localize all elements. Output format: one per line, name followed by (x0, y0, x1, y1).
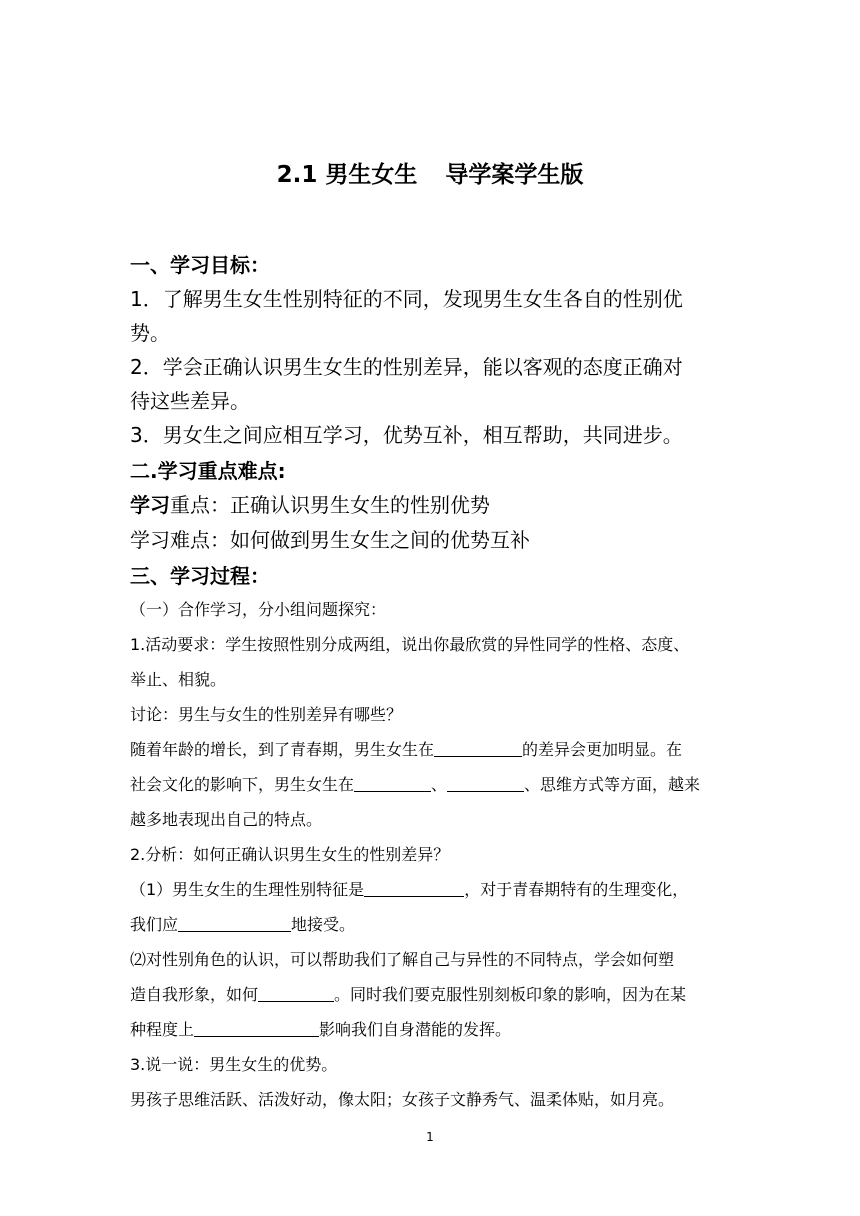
fill-blank[interactable] (354, 775, 431, 792)
question-text: 我们应 (130, 915, 179, 934)
objective-2-line-2: 待这些差异。 (130, 389, 250, 413)
paragraph-text: 、 (431, 775, 448, 794)
question-1-line-1 (130, 877, 688, 900)
objective-1-line-2: 势。 (130, 321, 170, 345)
paragraph-text: 社会文化的影响下，男生女生在 (130, 775, 355, 794)
question-2-line-3 (130, 1017, 511, 1040)
section1-heading: 一、学习目标： (130, 253, 270, 277)
difficulty-point: 学习难点：如何做到男生女生之间的优势互补 (130, 528, 530, 552)
key-point (130, 489, 490, 518)
question-text: 种程度上 (130, 1020, 195, 1039)
fill-blank[interactable] (364, 880, 464, 897)
paragraph-line-2 (130, 772, 700, 795)
objective-2-line-1: 2．学会正确认识男生女生的性别差异，能以客观的态度正确对 (130, 355, 683, 379)
question-text: 影响我们自身潜能的发挥。 (319, 1020, 512, 1039)
paragraph-text: 、思维方式等方面，越来 (524, 775, 701, 794)
say-heading: 3.说一说：男生女生的优势。 (130, 1055, 338, 1074)
section2-heading: 二.学习重点难点: (130, 459, 286, 483)
question-text: ，对于青春期特有的生理变化， (464, 880, 689, 899)
fill-blank[interactable] (258, 985, 334, 1002)
activity-line-2: 举止、相貌。 (130, 670, 227, 689)
paragraph-line-1 (130, 737, 682, 760)
discussion-prompt: 讨论：男生与女生的性别差异有哪些？ (130, 705, 403, 724)
title-part-2: 导学案学生版 (445, 162, 584, 188)
page-number: 1 (426, 1130, 434, 1144)
subsection-1: （一）合作学习，分小组问题探究： (130, 600, 387, 619)
say-line: 男孩子思维活跃、活泼好动，像太阳；女孩子文静秀气、温柔体贴，如月亮。 (130, 1090, 675, 1109)
title-part-1: 2.1 男生女生 (276, 162, 418, 188)
fill-blank[interactable] (194, 1020, 319, 1037)
activity-line-1: 1.活动要求：学生按照性别分成两组，说出你最欣赏的异性同学的性格、态度、 (130, 635, 690, 654)
question-text: 地接受。 (291, 915, 356, 934)
document-title (0, 156, 860, 189)
question-text: 造自我形象，如何 (130, 985, 259, 1004)
key-point-text: 重点：正确认识男生女生的性别优势 (170, 493, 490, 517)
paragraph-text: 的差异会更加明显。在 (522, 740, 683, 759)
analysis-heading: 2.分析：如何正确认识男生女生的性别差异？ (130, 845, 450, 864)
question-text: 。同时我们要克服性别刻板印象的影响，因为在某 (334, 985, 687, 1004)
objective-1-line-1: 1．了解男生女生性别特征的不同，发现男生女生各自的性别优 (130, 287, 683, 311)
paragraph-text: 随着年龄的增长，到了青春期，男生女生在 (130, 740, 435, 759)
section3-heading: 三、学习过程： (130, 564, 270, 588)
fill-blank[interactable] (178, 915, 291, 932)
question-2-line-2 (130, 982, 686, 1005)
paragraph-line-3: 越多地表现出自己的特点。 (130, 810, 323, 829)
fill-blank[interactable] (434, 740, 522, 757)
question-text: （1）男生女生的生理性别特征是 (130, 880, 365, 899)
objective-3: 3．男女生之间应相互学习，优势互补，相互帮助，共同进步。 (130, 423, 683, 447)
fill-blank[interactable] (447, 775, 524, 792)
question-1-line-2 (130, 912, 355, 935)
key-point-label: 学习 (130, 493, 170, 517)
question-2-line-1: ⑵对性别角色的认识，可以帮助我们了解自己与异性的不同特点，学会如何塑 (130, 950, 675, 969)
